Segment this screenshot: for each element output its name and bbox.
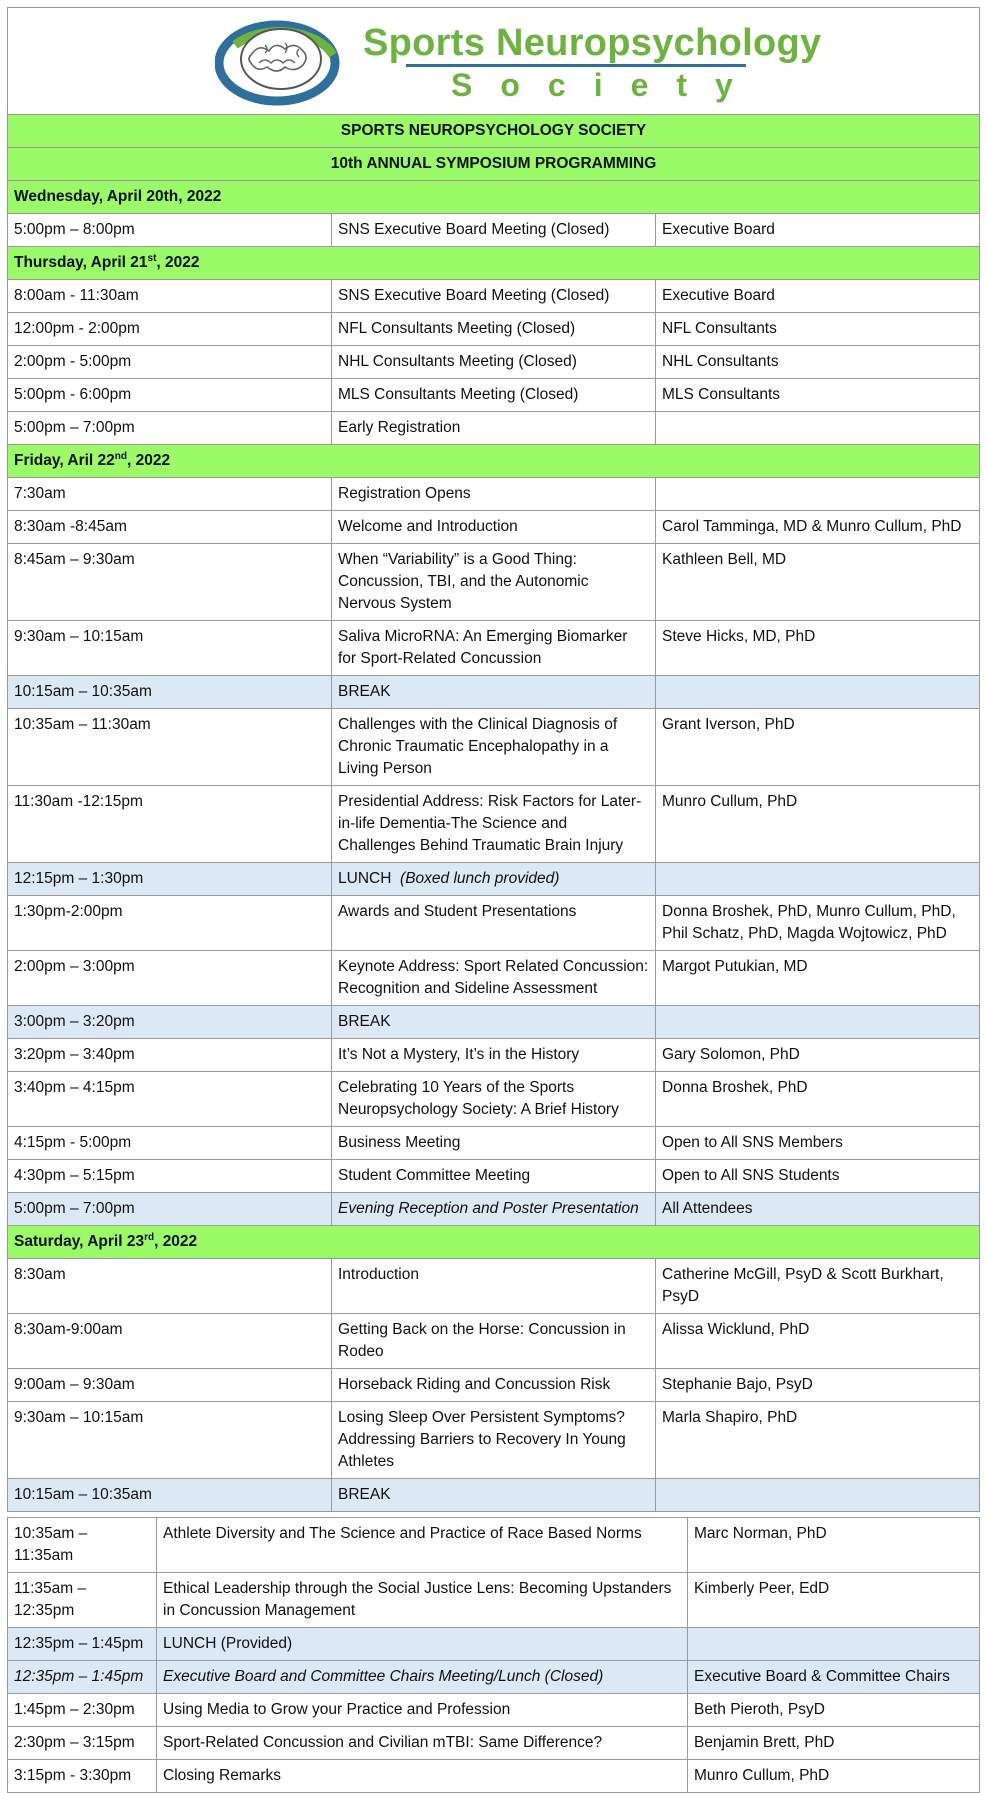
program-page	[7, 7, 980, 1793]
table-row: 11:35am – 12:35pm Ethical Leadership through the Social Justice Lens: Becoming Upstanders in Concussion Management Kimberly Peer, EdD	[8, 1573, 980, 1628]
table-row: 3:15pm - 3:30pm Closing Remarks Munro Cullum, PhD	[8, 1760, 980, 1793]
break-row: 3:00pm – 3:20pm BREAK	[8, 1006, 980, 1039]
table-row: 5:00pm – 8:00pm SNS Executive Board Meeting (Closed) Executive Board	[8, 214, 980, 247]
day-heading-thursday: Thursday, April 21st, 2022	[8, 247, 980, 280]
table-row: 5:00pm – 7:00pm Early Registration	[8, 412, 980, 445]
table-row: 10:35am – 11:35am Athlete Diversity and The Science and Practice of Race Based Norms Marc Norman, PhD	[8, 1518, 980, 1573]
table-row: 9:00am – 9:30am Horseback Riding and Concussion Risk Stephanie Bajo, PsyD	[8, 1369, 980, 1402]
program-title: 10th ANNUAL SYMPOSIUM PROGRAMMING	[8, 148, 980, 181]
table-row: 8:00am - 11:30am SNS Executive Board Meeting (Closed) Executive Board	[8, 280, 980, 313]
day-heading-saturday: Saturday, April 23rd, 2022	[8, 1226, 980, 1259]
table-row: 3:40pm – 4:15pm Celebrating 10 Years of the Sports Neuropsychology Society: A Brief History Donna Broshek, PhD	[8, 1072, 980, 1127]
table-row: 3:20pm – 3:40pm It’s Not a Mystery, It’s in the History Gary Solomon, PhD	[8, 1039, 980, 1072]
closed-meeting-row: 12:35pm – 1:45pm Executive Board and Committee Chairs Meeting/Lunch (Closed) Executive Board & Committee Chairs	[8, 1661, 980, 1694]
logo-title: Sports Neuropsychology	[363, 22, 822, 64]
table-row: 7:30am Registration Opens	[8, 478, 980, 511]
table-row: 10:35am – 11:30am Challenges with the Clinical Diagnosis of Chronic Traumatic Encephalopathy in a Living Person Grant Iverson, PhD	[8, 709, 980, 786]
reception-row: 5:00pm – 7:00pm Evening Reception and Poster Presentation All Attendees	[8, 1193, 980, 1226]
table-row: 8:30am Introduction Catherine McGill, PsyD & Scott Burkhart, PsyD	[8, 1259, 980, 1314]
table-row: 11:30am -12:15pm Presidential Address: Risk Factors for Later-in-life Dementia-The Science and Challenges Behind Traumatic Brain Injury Munro Cullum, PhD	[8, 786, 980, 863]
schedule-table-continued	[7, 1517, 980, 1793]
table-row: 2:00pm - 5:00pm NHL Consultants Meeting (Closed) NHL Consultants	[8, 346, 980, 379]
table-row: 8:45am – 9:30am When “Variability” is a Good Thing: Concussion, TBI, and the Autonomic Nervous System Kathleen Bell, MD	[8, 544, 980, 621]
day-heading-wednesday: Wednesday, April 20th, 2022	[8, 181, 980, 214]
table-row: 1:30pm-2:00pm Awards and Student Presentations Donna Broshek, PhD, Munro Cullum, PhD, Phil Schatz, PhD, Magda Wojtowicz, PhD	[8, 896, 980, 951]
brain-logo-icon	[215, 15, 347, 107]
table-row: 1:45pm – 2:30pm Using Media to Grow your Practice and Profession Beth Pieroth, PsyD	[8, 1694, 980, 1727]
table-row: 8:30am -8:45am Welcome and Introduction Carol Tamminga, MD & Munro Cullum, PhD	[8, 511, 980, 544]
org-name: SPORTS NEUROPSYCHOLOGY SOCIETY	[8, 115, 980, 148]
logo-subtitle: Society	[451, 67, 761, 103]
lunch-row: 12:15pm – 1:30pm LUNCH (Boxed lunch provided)	[8, 863, 980, 896]
table-row: 12:00pm - 2:00pm NFL Consultants Meeting (Closed) NFL Consultants	[8, 313, 980, 346]
break-row: 10:15am – 10:35am BREAK	[8, 676, 980, 709]
table-row: 2:00pm – 3:00pm Keynote Address: Sport Related Concussion: Recognition and Sideline Assessment Margot Putukian, MD	[8, 951, 980, 1006]
table-row: 4:15pm - 5:00pm Business Meeting Open to All SNS Members	[8, 1127, 980, 1160]
schedule-table	[7, 114, 980, 1512]
logo-header	[7, 7, 980, 114]
table-row: 4:30pm – 5:15pm Student Committee Meeting Open to All SNS Students	[8, 1160, 980, 1193]
table-row: 2:30pm – 3:15pm Sport-Related Concussion and Civilian mTBI: Same Difference? Benjamin Brett, PhD	[8, 1727, 980, 1760]
break-row: 10:15am – 10:35am BREAK	[8, 1479, 980, 1512]
day-heading-friday: Friday, Aril 22nd, 2022	[8, 445, 980, 478]
table-row: 9:30am – 10:15am Saliva MicroRNA: An Emerging Biomarker for Sport-Related Concussion Steve Hicks, MD, PhD	[8, 621, 980, 676]
table-row: 8:30am-9:00am Getting Back on the Horse: Concussion in Rodeo Alissa Wicklund, PhD	[8, 1314, 980, 1369]
table-row: 5:00pm - 6:00pm MLS Consultants Meeting (Closed) MLS Consultants	[8, 379, 980, 412]
lunch-row: 12:35pm – 1:45pm LUNCH (Provided)	[8, 1628, 980, 1661]
table-row: 9:30am – 10:15am Losing Sleep Over Persistent Symptoms? Addressing Barriers to Recovery In Young Athletes Marla Shapiro, PhD	[8, 1402, 980, 1479]
